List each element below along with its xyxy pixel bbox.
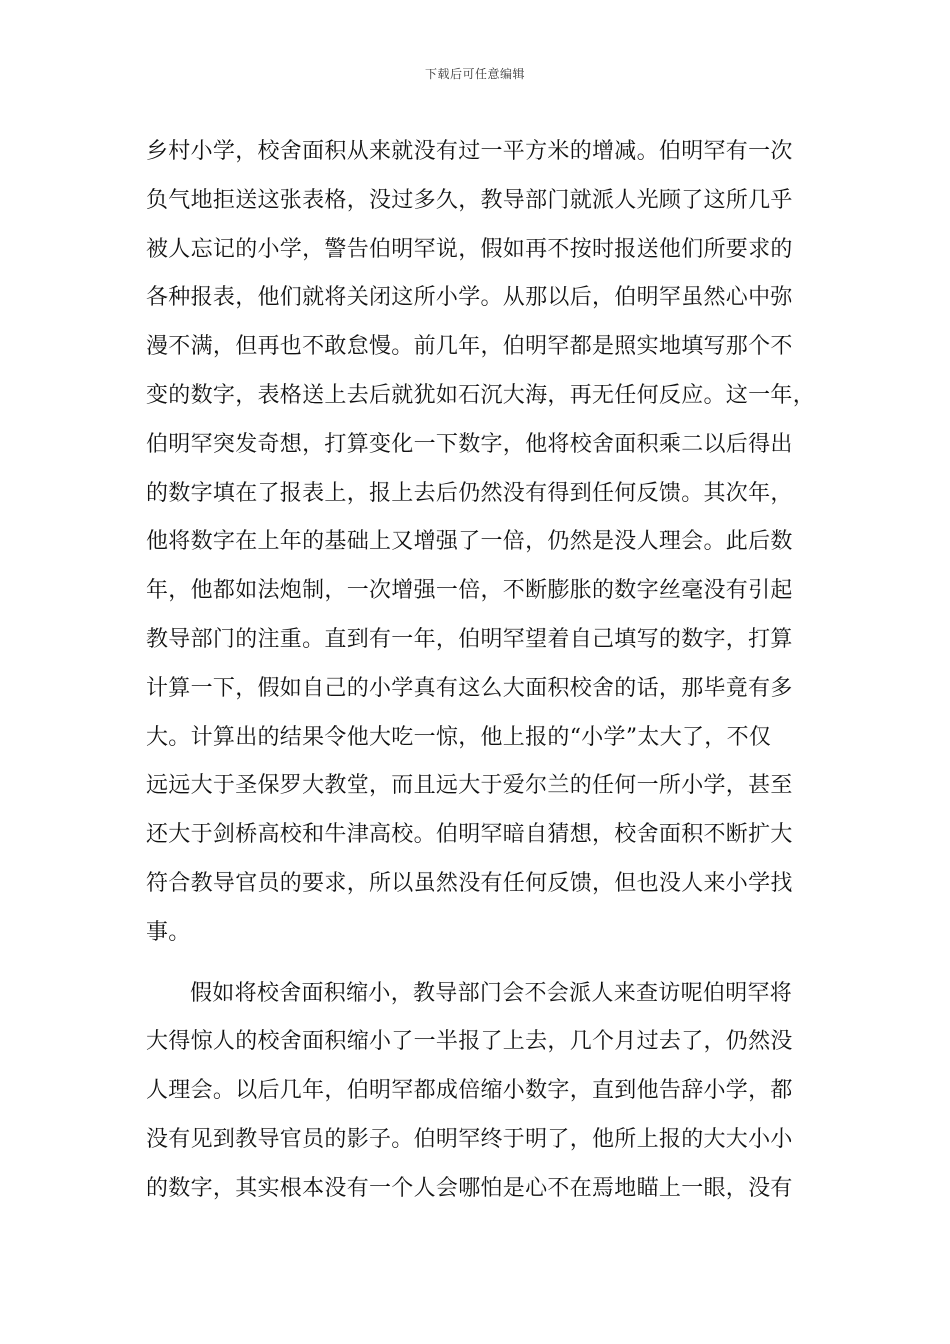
text-line: 远远大于圣保罗大教堂，而且远大于爱尔兰的任何一所小学，甚至 bbox=[146, 773, 793, 799]
page-header: 下载后可任意编辑 bbox=[424, 67, 525, 81]
paragraph-2 bbox=[146, 970, 796, 1214]
text-line: 漫不满，但再也不敢怠慢。前几年，伯明罕都是照实地填写那个不 bbox=[146, 334, 793, 360]
text-line: 事。 bbox=[146, 919, 191, 945]
text-line: 教导部门的注重。直到有一年，伯明罕望着自己填写的数字，打算 bbox=[146, 626, 793, 652]
text-line: 大。计算出的结果令他大吃一惊，他上报的“小学”太大了，不仅 bbox=[146, 724, 772, 750]
text-line: 计算一下，假如自己的小学真有这么大面积校舍的话，那毕竟有多 bbox=[146, 675, 793, 701]
paragraph-1 bbox=[146, 128, 816, 958]
text-line: 人理会。以后几年，伯明罕都成倍缩小数字，直到他告辞小学，都 bbox=[146, 1078, 793, 1104]
paragraph-spacer bbox=[146, 958, 796, 970]
text-line: 没有见到教导官员的影子。伯明罕终于明了，他所上报的大大小小 bbox=[146, 1126, 793, 1152]
text-line: 符合教导官员的要求，所以虽然没有任何反馈，但也没人来小学找 bbox=[146, 870, 793, 896]
document-body bbox=[146, 128, 816, 1214]
text-line: 负气地拒送这张表格，没过多久，教导部门就派人光顾了这所几乎 bbox=[146, 187, 793, 213]
text-line: 年，他都如法炮制，一次增强一倍，不断膨胀的数字丝毫没有引起 bbox=[146, 578, 793, 604]
text-line: 大得惊人的校舍面积缩小了一半报了上去，几个月过去了，仍然没 bbox=[146, 1029, 793, 1055]
text-line: 被人忘记的小学，警告伯明罕说，假如再不按时报送他们所要求的 bbox=[146, 236, 793, 262]
text-line: 各种报表，他们就将关闭这所小学。从那以后，伯明罕虽然心中弥 bbox=[146, 285, 793, 311]
text-line: 他将数字在上年的基础上又增强了一倍，仍然是没人理会。此后数 bbox=[146, 529, 793, 555]
text-line: 变的数字，表格送上去后就犹如石沉大海，再无任何反应。这一年， bbox=[146, 382, 816, 408]
text-line: 的数字填在了报表上，报上去后仍然没有得到任何反馈。其次年， bbox=[146, 480, 793, 506]
text-line: 还大于剑桥高校和牛津高校。伯明罕暗自猜想，校舍面积不断扩大 bbox=[146, 822, 793, 848]
text-line: 伯明罕突发奇想，打算变化一下数字，他将校舍面积乘二以后得出 bbox=[146, 431, 793, 457]
text-line-indented: 假如将校舍面积缩小，教导部门会不会派人来查访呢伯明罕将 bbox=[190, 980, 793, 1006]
text-line: 的数字，其实根本没有一个人会哪怕是心不在焉地瞄上一眼，没有 bbox=[146, 1175, 793, 1201]
text-line: 乡村小学，校舍面积从来就没有过一平方米的增减。伯明罕有一次 bbox=[146, 139, 793, 164]
